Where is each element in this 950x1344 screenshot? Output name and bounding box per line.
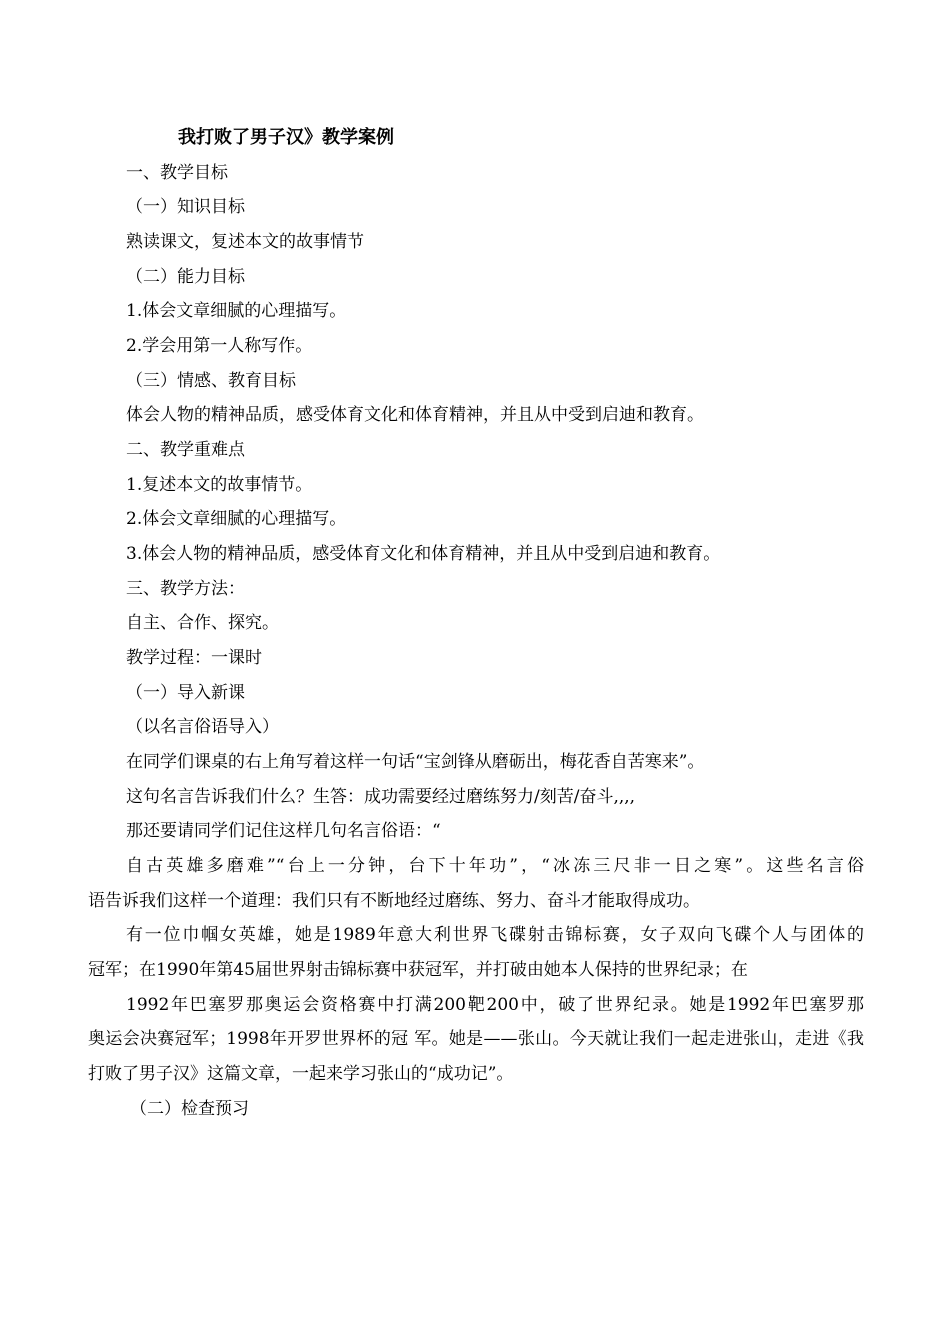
list-item: 1.体会文章细腻的心理描写。 (126, 301, 347, 321)
paragraph-line: 奥运会决赛冠军；1998年开罗世界杯的冠 军。她是——张山。今天就让我们一起走进张山，走进《我 (88, 1029, 864, 1049)
paragraph-line: 体会人物的精神品质，感受体育文化和体育精神，并且从中受到启迪和教育。 (126, 405, 704, 425)
heading-teaching-goals: 一、教学目标 (126, 163, 228, 183)
heading-teaching-methods: 三、教学方法： (126, 579, 245, 599)
document-title: 我打败了男子汉》教学案例 (178, 127, 394, 148)
list-item: 2.学会用第一人称写作。 (126, 336, 313, 356)
paragraph-line: 那还要请同学们记住这样几句名言俗语：“ (126, 821, 441, 841)
heading-key-points: 二、教学重难点 (126, 440, 245, 460)
paragraph-line: 1992年巴塞罗那奥运会资格赛中打满200靶200中，破了世界纪录。她是1992年巴塞罗那 (126, 995, 864, 1015)
paragraph-line: 有一位巾帼女英雄，她是1989年意大利世界飞碟射击锦标赛，女子双向飞碟个人与团体的 (126, 925, 864, 945)
paragraph-line: 在同学们课桌的右上角写着这样一句话“宝剑锋从磨砺出，梅花香自苦寒来”。 (126, 752, 705, 772)
subheading-knowledge-goal: （一）知识目标 (126, 197, 245, 217)
paragraph-line: 熟读课文，复述本文的故事情节 (126, 232, 364, 252)
paragraph-line: 这句名言告诉我们什么？生答：成功需要经过磨练努力/刻苦/奋斗,,,, (126, 787, 636, 807)
paragraph-line: 打败了男子汉》这篇文章，一起来学习张山的“成功记”。 (88, 1064, 514, 1084)
paragraph-line: 语告诉我们这样一个道理：我们只有不断地经过磨练、努力、奋斗才能取得成功。 (88, 891, 700, 911)
subheading-ability-goal: （二）能力目标 (126, 267, 245, 287)
paragraph-line: 教学过程：一课时 (126, 648, 262, 668)
paragraph-line: （以名言俗语导入） (126, 717, 279, 737)
paragraph-line: 自主、合作、探究。 (126, 613, 279, 633)
subheading-check-preview: （二）检查预习 (130, 1099, 249, 1119)
subheading-emotion-goal: （三）情感、教育目标 (126, 371, 296, 391)
paragraph-line: 自古英雄多磨难”“台上一分钟，台下十年功”，“冰冻三尺非一日之寒”。这些名言俗 (126, 856, 864, 876)
list-item: 1.复述本文的故事情节。 (126, 475, 313, 495)
list-item: 2.体会文章细腻的心理描写。 (126, 509, 347, 529)
subheading-introduction: （一）导入新课 (126, 683, 245, 703)
paragraph-line: 冠军；在1990年第45届世界射击锦标赛中获冠军，并打破由她本人保持的世界纪录；在 (88, 960, 748, 980)
list-item: 3.体会人物的精神品质，感受体育文化和体育精神，并且从中受到启迪和教育。 (126, 544, 721, 564)
